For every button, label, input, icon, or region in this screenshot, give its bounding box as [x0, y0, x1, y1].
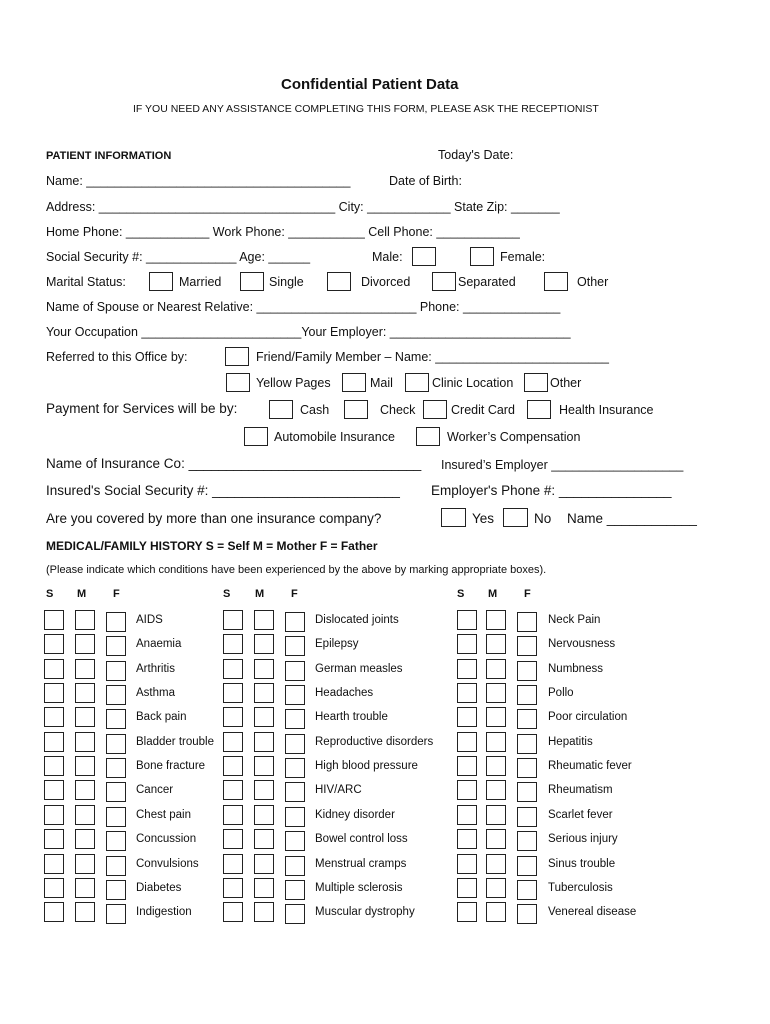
insured-employer-field[interactable]: Insured’s Employer ___________________ — [441, 458, 684, 472]
history-self-checkbox[interactable] — [457, 878, 477, 898]
name-field[interactable]: Name: ______________________________________ — [46, 174, 351, 188]
history-mother-checkbox[interactable] — [486, 707, 506, 727]
history-self-checkbox[interactable] — [44, 683, 64, 703]
female-label: Female: — [500, 250, 546, 264]
history-mother-checkbox[interactable] — [486, 854, 506, 874]
condition-label: Sinus trouble — [548, 858, 616, 870]
male-label: Male: — [372, 250, 403, 264]
history-father-checkbox[interactable] — [285, 831, 305, 851]
marital-status-label: Marital Status: — [46, 275, 126, 289]
medical-history-header: MEDICAL/FAMILY HISTORY S = Self M = Mother F = Father — [46, 539, 378, 553]
history-father-checkbox[interactable] — [285, 661, 305, 681]
history-self-checkbox[interactable] — [223, 732, 243, 752]
history-self-checkbox[interactable] — [44, 756, 64, 776]
condition-label: Nervousness — [548, 638, 616, 650]
credit-card-checkbox[interactable] — [423, 400, 447, 419]
condition-label: Tuberculosis — [548, 882, 613, 894]
history-self-checkbox[interactable] — [457, 902, 477, 922]
referred-by-label: Referred to this Office by: — [46, 350, 188, 364]
condition-label: Neck Pain — [548, 614, 601, 626]
history-mother-checkbox[interactable] — [254, 854, 274, 874]
referral-other-label: Other — [550, 376, 582, 390]
history-mother-checkbox[interactable] — [254, 683, 274, 703]
history-father-checkbox[interactable] — [517, 904, 537, 924]
condition-label: German measles — [315, 663, 403, 675]
history-self-checkbox[interactable] — [44, 829, 64, 849]
history-self-checkbox[interactable] — [44, 634, 64, 654]
history-self-checkbox[interactable] — [223, 634, 243, 654]
condition-label: Rheumatism — [548, 784, 613, 796]
condition-label: Hearth trouble — [315, 711, 388, 723]
history-father-checkbox[interactable] — [517, 807, 537, 827]
yes-checkbox[interactable] — [441, 508, 466, 527]
history-mother-checkbox[interactable] — [254, 610, 274, 630]
history-self-checkbox[interactable] — [44, 805, 64, 825]
marital-other-checkbox[interactable] — [544, 272, 568, 291]
spouse-relative-field[interactable]: Name of Spouse or Nearest Relative: _______________________ Phone: ______________ — [46, 300, 561, 314]
yellow-pages-checkbox[interactable] — [226, 373, 250, 392]
history-mother-checkbox[interactable] — [75, 732, 95, 752]
history-mother-checkbox[interactable] — [486, 683, 506, 703]
history-mother-checkbox[interactable] — [486, 902, 506, 922]
history-self-checkbox[interactable] — [44, 707, 64, 727]
ssn-age-field[interactable]: Social Security #: _____________ Age: ______ — [46, 250, 311, 264]
history-mother-checkbox[interactable] — [75, 878, 95, 898]
history-self-checkbox[interactable] — [44, 854, 64, 874]
col1-s-header: S — [46, 588, 54, 600]
history-mother-checkbox[interactable] — [486, 756, 506, 776]
mail-label: Mail — [370, 376, 393, 390]
history-father-checkbox[interactable] — [517, 661, 537, 681]
history-mother-checkbox[interactable] — [75, 902, 95, 922]
history-father-checkbox[interactable] — [106, 636, 126, 656]
history-mother-checkbox[interactable] — [486, 659, 506, 679]
clinic-location-label: Clinic Location — [432, 376, 514, 390]
condition-label: Epilepsy — [315, 638, 359, 650]
history-father-checkbox[interactable] — [517, 685, 537, 705]
female-checkbox[interactable] — [470, 247, 494, 266]
history-father-checkbox[interactable] — [285, 856, 305, 876]
date-of-birth-field[interactable]: Date of Birth: — [389, 174, 462, 188]
history-self-checkbox[interactable] — [223, 756, 243, 776]
yellow-pages-label: Yellow Pages — [256, 376, 331, 390]
col2-f-header: F — [291, 588, 298, 600]
history-mother-checkbox[interactable] — [254, 756, 274, 776]
employer-phone-field[interactable]: Employer's Phone #: _______________ — [431, 483, 672, 498]
condition-label: Kidney disorder — [315, 809, 395, 821]
condition-label: Indigestion — [136, 906, 192, 918]
history-self-checkbox[interactable] — [457, 634, 477, 654]
marital-other-label: Other — [577, 275, 609, 289]
history-mother-checkbox[interactable] — [75, 659, 95, 679]
history-father-checkbox[interactable] — [517, 758, 537, 778]
condition-label: Cancer — [136, 784, 174, 796]
history-mother-checkbox[interactable] — [486, 610, 506, 630]
history-mother-checkbox[interactable] — [254, 707, 274, 727]
col2-s-header: S — [223, 588, 231, 600]
condition-label: Hepatitis — [548, 736, 593, 748]
history-self-checkbox[interactable] — [223, 878, 243, 898]
history-father-checkbox[interactable] — [285, 782, 305, 802]
history-mother-checkbox[interactable] — [254, 829, 274, 849]
condition-label: Muscular dystrophy — [315, 906, 415, 918]
automobile-insurance-label: Automobile Insurance — [274, 430, 395, 444]
history-mother-checkbox[interactable] — [75, 756, 95, 776]
todays-date-label[interactable]: Today's Date: — [438, 148, 514, 162]
history-father-checkbox[interactable] — [517, 880, 537, 900]
history-mother-checkbox[interactable] — [75, 634, 95, 654]
history-father-checkbox[interactable] — [517, 734, 537, 754]
history-mother-checkbox[interactable] — [254, 902, 274, 922]
history-father-checkbox[interactable] — [106, 831, 126, 851]
col3-m-header: M — [488, 588, 498, 600]
history-mother-checkbox[interactable] — [75, 610, 95, 630]
condition-label: Diabetes — [136, 882, 182, 894]
history-mother-checkbox[interactable] — [486, 878, 506, 898]
history-mother-checkbox[interactable] — [486, 829, 506, 849]
credit-card-label: Credit Card — [451, 403, 515, 417]
single-label: Single — [269, 275, 304, 289]
history-self-checkbox[interactable] — [457, 732, 477, 752]
separated-label: Separated — [458, 275, 516, 289]
history-mother-checkbox[interactable] — [254, 634, 274, 654]
condition-label: Chest pain — [136, 809, 191, 821]
condition-label: Venereal disease — [548, 906, 637, 918]
no-label: No — [534, 511, 552, 526]
history-mother-checkbox[interactable] — [254, 805, 274, 825]
history-mother-checkbox[interactable] — [486, 780, 506, 800]
history-mother-checkbox[interactable] — [75, 805, 95, 825]
history-father-checkbox[interactable] — [517, 782, 537, 802]
col3-f-header: F — [524, 588, 531, 600]
history-self-checkbox[interactable] — [457, 659, 477, 679]
condition-label: Asthma — [136, 687, 175, 699]
col1-m-header: M — [77, 588, 87, 600]
history-self-checkbox[interactable] — [223, 780, 243, 800]
condition-label: Bone fracture — [136, 760, 206, 772]
history-father-checkbox[interactable] — [517, 612, 537, 632]
history-mother-checkbox[interactable] — [486, 805, 506, 825]
history-self-checkbox[interactable] — [457, 780, 477, 800]
history-mother-checkbox[interactable] — [75, 829, 95, 849]
history-mother-checkbox[interactable] — [486, 732, 506, 752]
history-father-checkbox[interactable] — [106, 758, 126, 778]
history-father-checkbox[interactable] — [517, 856, 537, 876]
history-mother-checkbox[interactable] — [75, 780, 95, 800]
history-self-checkbox[interactable] — [457, 756, 477, 776]
history-father-checkbox[interactable] — [285, 734, 305, 754]
automobile-insurance-checkbox[interactable] — [244, 427, 268, 446]
history-self-checkbox[interactable] — [223, 854, 243, 874]
multiple-insurance-question: Are you covered by more than one insurance company? — [46, 511, 382, 526]
insurance-company-field[interactable]: Name of Insurance Co: _______________________________ — [46, 456, 422, 471]
other-insurance-name-field[interactable]: Name ____________ — [567, 511, 697, 526]
history-father-checkbox[interactable] — [106, 709, 126, 729]
history-self-checkbox[interactable] — [44, 659, 64, 679]
condition-label: Bladder trouble — [136, 736, 214, 748]
single-checkbox[interactable] — [240, 272, 264, 291]
male-checkbox[interactable] — [412, 247, 436, 266]
history-father-checkbox[interactable] — [106, 734, 126, 754]
payment-label: Payment for Services will be by: — [46, 401, 238, 416]
address-field[interactable]: Address: __________________________________ City: ____________ State Zip: _______ — [46, 200, 560, 214]
history-mother-checkbox[interactable] — [75, 854, 95, 874]
condition-label: Poor circulation — [548, 711, 628, 723]
history-mother-checkbox[interactable] — [75, 683, 95, 703]
history-father-checkbox[interactable] — [285, 612, 305, 632]
condition-label: Rheumatic fever — [548, 760, 632, 772]
married-label: Married — [179, 275, 222, 289]
health-insurance-checkbox[interactable] — [527, 400, 551, 419]
referral-other-checkbox[interactable] — [524, 373, 548, 392]
divorced-checkbox[interactable] — [327, 272, 351, 291]
history-father-checkbox[interactable] — [517, 831, 537, 851]
history-self-checkbox[interactable] — [223, 707, 243, 727]
history-self-checkbox[interactable] — [44, 610, 64, 630]
condition-label: Numbness — [548, 663, 603, 675]
history-self-checkbox[interactable] — [223, 659, 243, 679]
condition-label: Scarlet fever — [548, 809, 613, 821]
workers-compensation-checkbox[interactable] — [416, 427, 440, 446]
history-self-checkbox[interactable] — [223, 805, 243, 825]
history-father-checkbox[interactable] — [106, 856, 126, 876]
history-father-checkbox[interactable] — [285, 685, 305, 705]
condition-label: Multiple sclerosis — [315, 882, 403, 894]
check-label: Check — [380, 403, 416, 417]
history-self-checkbox[interactable] — [457, 610, 477, 630]
condition-label: Reproductive disorders — [315, 736, 434, 748]
history-self-checkbox[interactable] — [44, 902, 64, 922]
history-father-checkbox[interactable] — [285, 807, 305, 827]
condition-label: Serious injury — [548, 833, 618, 845]
insured-ssn-field[interactable]: Insured's Social Security #: _________________________ — [46, 483, 400, 498]
history-father-checkbox[interactable] — [106, 807, 126, 827]
history-father-checkbox[interactable] — [106, 880, 126, 900]
phone-fields[interactable]: Home Phone: ____________ Work Phone: ___________ Cell Phone: ____________ — [46, 225, 520, 239]
condition-label: Concussion — [136, 833, 197, 845]
condition-label: Menstrual cramps — [315, 858, 407, 870]
history-father-checkbox[interactable] — [285, 904, 305, 924]
cash-checkbox[interactable] — [269, 400, 293, 419]
history-mother-checkbox[interactable] — [486, 634, 506, 654]
history-father-checkbox[interactable] — [106, 904, 126, 924]
condition-label: High blood pressure — [315, 760, 418, 772]
condition-label: Headaches — [315, 687, 374, 699]
occupation-employer-field[interactable]: Your Occupation _______________________Your Employer: __________________________ — [46, 325, 571, 339]
history-father-checkbox[interactable] — [106, 782, 126, 802]
medical-history-note: (Please indicate which conditions have been experienced by the above by marking appropriate boxes). — [46, 564, 547, 576]
divorced-label: Divorced — [361, 275, 411, 289]
condition-label: Anaemia — [136, 638, 182, 650]
history-self-checkbox[interactable] — [44, 732, 64, 752]
friend-family-field[interactable]: Friend/Family Member – Name: _________________________ — [256, 350, 610, 364]
history-father-checkbox[interactable] — [517, 636, 537, 656]
condition-label: Bowel control loss — [315, 833, 408, 845]
condition-label: Arthritis — [136, 663, 175, 675]
history-father-checkbox[interactable] — [285, 880, 305, 900]
no-checkbox[interactable] — [503, 508, 528, 527]
history-self-checkbox[interactable] — [44, 780, 64, 800]
form-subtitle: IF YOU NEED ANY ASSISTANCE COMPLETING THIS FORM, PLEASE ASK THE RECEPTIONIST — [133, 103, 599, 115]
history-father-checkbox[interactable] — [106, 661, 126, 681]
mail-checkbox[interactable] — [342, 373, 366, 392]
history-self-checkbox[interactable] — [457, 829, 477, 849]
history-father-checkbox[interactable] — [285, 709, 305, 729]
section-patient-information: PATIENT INFORMATION — [46, 150, 172, 162]
history-mother-checkbox[interactable] — [254, 878, 274, 898]
history-self-checkbox[interactable] — [223, 829, 243, 849]
col3-s-header: S — [457, 588, 465, 600]
history-self-checkbox[interactable] — [457, 854, 477, 874]
history-self-checkbox[interactable] — [223, 683, 243, 703]
check-checkbox[interactable] — [344, 400, 368, 419]
history-father-checkbox[interactable] — [106, 612, 126, 632]
col2-m-header: M — [255, 588, 265, 600]
history-self-checkbox[interactable] — [44, 878, 64, 898]
history-self-checkbox[interactable] — [457, 707, 477, 727]
condition-label: Dislocated joints — [315, 614, 399, 626]
history-mother-checkbox[interactable] — [75, 707, 95, 727]
col1-f-header: F — [113, 588, 120, 600]
history-father-checkbox[interactable] — [517, 709, 537, 729]
clinic-location-checkbox[interactable] — [405, 373, 429, 392]
separated-checkbox[interactable] — [432, 272, 456, 291]
history-self-checkbox[interactable] — [457, 683, 477, 703]
friend-family-checkbox[interactable] — [225, 347, 249, 366]
history-self-checkbox[interactable] — [223, 902, 243, 922]
history-self-checkbox[interactable] — [223, 610, 243, 630]
condition-label: HIV/ARC — [315, 784, 362, 796]
condition-label: AIDS — [136, 614, 163, 626]
history-mother-checkbox[interactable] — [254, 780, 274, 800]
yes-label: Yes — [472, 511, 495, 526]
married-checkbox[interactable] — [149, 272, 173, 291]
history-father-checkbox[interactable] — [106, 685, 126, 705]
condition-label: Convulsions — [136, 858, 199, 870]
health-insurance-label: Health Insurance — [559, 403, 654, 417]
cash-label: Cash — [300, 403, 330, 417]
history-mother-checkbox[interactable] — [254, 732, 274, 752]
form-title: Confidential Patient Data — [281, 76, 459, 93]
history-father-checkbox[interactable] — [285, 758, 305, 778]
history-self-checkbox[interactable] — [457, 805, 477, 825]
workers-compensation-label: Worker’s Compensation — [447, 430, 581, 444]
history-mother-checkbox[interactable] — [254, 659, 274, 679]
condition-label: Back pain — [136, 711, 187, 723]
history-father-checkbox[interactable] — [285, 636, 305, 656]
condition-label: Pollo — [548, 687, 574, 699]
